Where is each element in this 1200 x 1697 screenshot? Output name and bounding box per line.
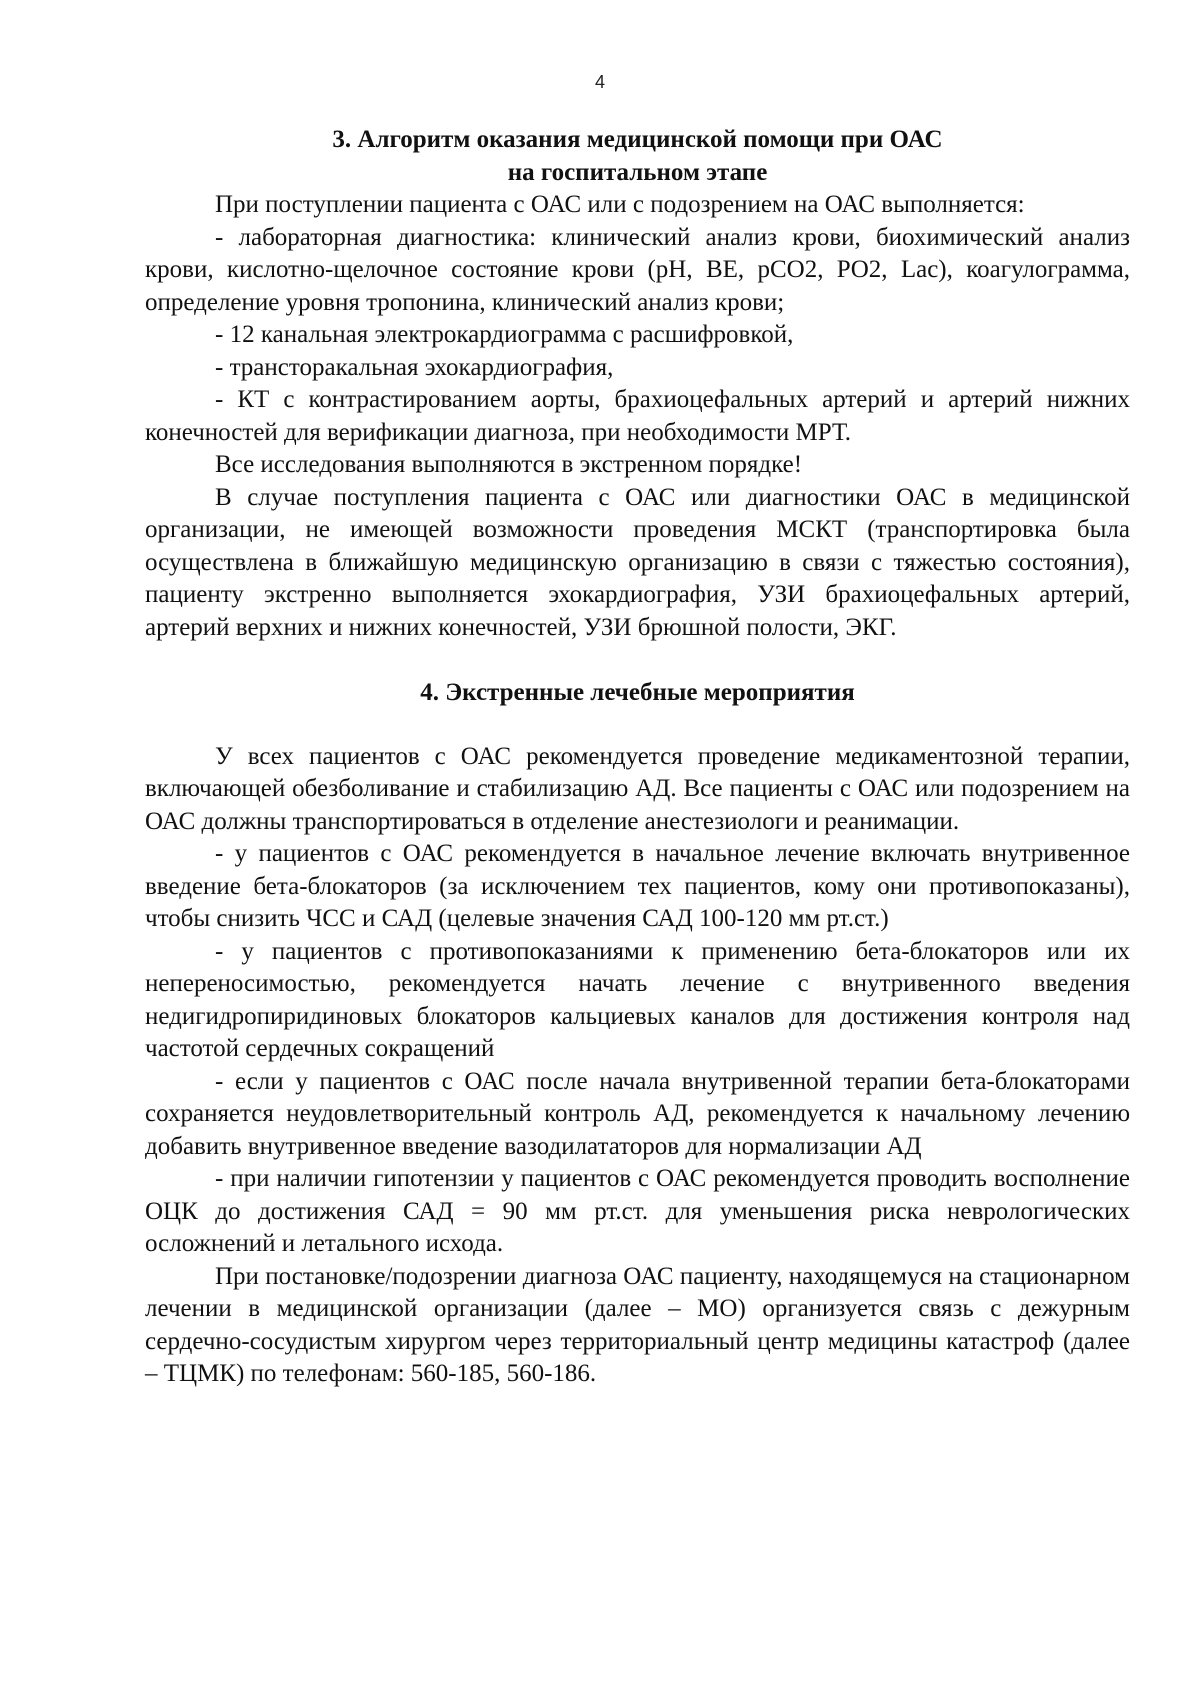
- s4-list-item: - при наличии гипотензии у пациентов с ОАС рекомендуется проводить восполнение ОЦК до достижения САД = 90 мм рт.ст. для уменьшения риска неврологических осложнений и летального исхода.: [145, 1165, 1130, 1257]
- s3-list-item: - 12 канальная электрокардиограмма с расшифровкой,: [215, 321, 794, 348]
- s3-paragraph: В случае поступления пациента с ОАС или диагностики ОАС в медицинской организации, не имеющей возможности проведения МСКТ (транспортировка была осуществлена в ближайшую медицинскую организацию в связи с тяжестью состояния), пациенту экстренно выполняется эхокардиография, УЗИ брахиоцефальных артерий, артерий верхних и нижних конечностей, УЗИ брюшной полости, ЭКГ.: [145, 483, 1130, 641]
- s3-list-item: - трансторакальная эхокардиография,: [215, 353, 614, 381]
- s4-list-item: - у пациентов с ОАС рекомендуется в начальное лечение включать внутривенное введение бета-блокаторов (за исключением тех пациентов, кому они противопоказаны), чтобы снизить ЧСС и САД (целевые значения САД 100-120 мм рт.ст.): [145, 840, 1130, 932]
- s4-paragraph: При постановке/подозрении диагноза ОАС пациенту, находящемуся на стационарном лечении в медицинской организации (далее – МО) организуется связь с дежурным сердечно-сосудистым хирургом через территориальный центр медицины катастроф (далее – ТЦМК) по телефонам: 560-185, 560-186.: [145, 1262, 1130, 1387]
- section-3-heading: [145, 124, 1130, 189]
- page-content: [145, 124, 1130, 1391]
- s3-list-item: - КТ с контрастированием аорты, брахиоцефальных артерий и артерий нижних конечностей для верификации диагноза, при необходимости МРТ.: [145, 386, 1130, 446]
- s4-list-item: - у пациентов с противопоказаниями к применению бета-блокаторов или их непереносимостью, рекомендуется начать лечение с внутривенного введения недигидропиридиновых блокаторов кальциевых каналов для достижения контроля над частотой сердечных сокращений: [145, 937, 1130, 1062]
- section-spacer: [145, 710, 1130, 741]
- s3-paragraph: Все исследования выполняются в экстренном порядке!: [215, 451, 803, 478]
- page-number: 4: [594, 72, 605, 92]
- section-3-title-line-1: 3. Алгоритм оказания медицинской помощи при ОАС: [332, 126, 943, 153]
- section-spacer: [145, 644, 1130, 677]
- section-4-heading: 4. Экстренные лечебные мероприятия: [420, 679, 855, 706]
- s4-paragraph: У всех пациентов с ОАС рекомендуется проведение медикаментозной терапии, включающей обезболивание и стабилизацию АД. Все пациенты с ОАС или подозрением на ОАС должны транспортироваться в отделение анестезиологи и реанимации.: [145, 742, 1130, 835]
- s3-list-item: - лабораторная диагностика: клинический анализ крови, биохимический анализ крови, кислотно-щелочное состояние крови (pH, BE, pCO2, PO2, Lac), коагулограмма, определение уровня тропонина, клинический анализ крови;: [145, 223, 1130, 316]
- s3-paragraph: При поступлении пациента с ОАС или с подозрением на ОАС выполняется:: [215, 191, 1025, 218]
- s4-list-item: - если у пациентов с ОАС после начала внутривенной терапии бета-блокаторами сохраняется неудовлетворительный контроль АД, рекомендуется к начальному лечению добавить внутривенное введение вазодилататоров для нормализации АД: [145, 1067, 1130, 1160]
- section-3-title-line-2: на госпитальном этапе: [507, 158, 768, 186]
